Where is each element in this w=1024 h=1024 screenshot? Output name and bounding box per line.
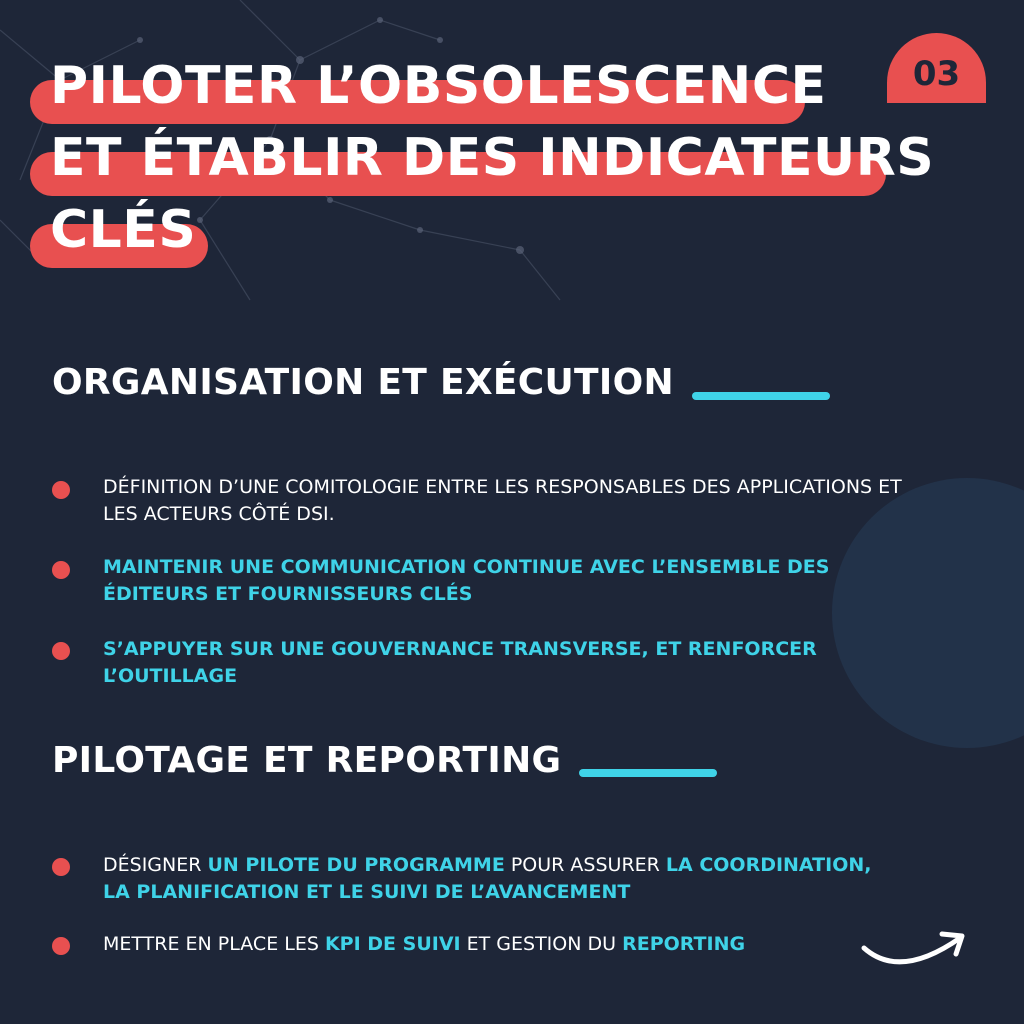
list-item	[103, 931, 903, 958]
item-highlight: LA COORDINATION, LA PLANIFICATION ET LE SUIVI DE L’AVANCEMENT	[103, 854, 872, 903]
bullet-dot	[52, 481, 70, 499]
section-underline	[579, 769, 717, 777]
item-highlight: REPORTING	[622, 933, 746, 955]
list-item: S’APPUYER SUR UNE GOUVERNANCE TRANSVERSE, ET RENFORCER L’OUTILLAGE	[103, 638, 817, 687]
section-title-organisation: ORGANISATION ET EXÉCUTION	[52, 362, 674, 403]
bullet-dot	[52, 858, 70, 876]
title-line-3: CLÉS	[50, 200, 197, 260]
bullet-dot	[52, 561, 70, 579]
bullet-dot	[52, 937, 70, 955]
section-underline	[692, 392, 830, 400]
list-item	[103, 852, 903, 906]
item-text: POUR ASSURER	[504, 854, 666, 876]
item-text: DÉSIGNER	[103, 854, 208, 876]
page-number-badge: 03	[887, 33, 986, 103]
bullet-dot	[52, 642, 70, 660]
item-text: ET GESTION DU	[460, 933, 623, 955]
section-title-pilotage: PILOTAGE ET REPORTING	[52, 740, 562, 781]
list-item: DÉFINITION D’UNE COMITOLOGIE ENTRE LES RESPONSABLES DES APPLICATIONS ET LES ACTEURS CÔTÉ DSI.	[103, 476, 902, 525]
curved-arrow-right-icon[interactable]	[860, 920, 970, 980]
title-line-2: ET ÉTABLIR DES INDICATEURS	[50, 128, 935, 188]
list-item: MAINTENIR UNE COMMUNICATION CONTINUE AVEC L’ENSEMBLE DES ÉDITEURS ET FOURNISSEURS CLÉS	[103, 556, 830, 605]
title-line-1: PILOTER L’OBSOLESCENCE	[50, 56, 827, 116]
item-highlight: UN PILOTE DU PROGRAMME	[207, 854, 505, 876]
item-text: METTRE EN PLACE LES	[103, 933, 325, 955]
item-highlight: KPI DE SUIVI	[324, 933, 461, 955]
